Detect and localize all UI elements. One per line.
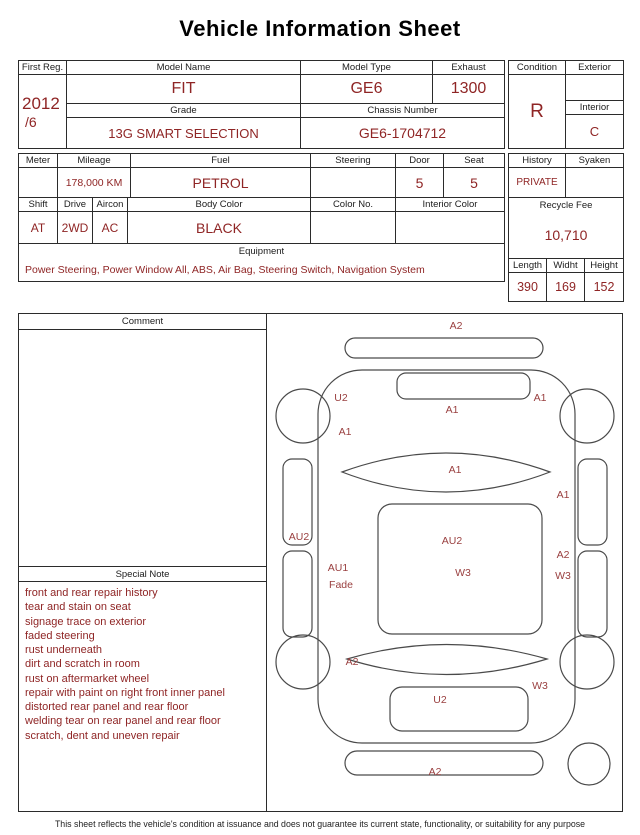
history-label: History [509, 154, 566, 168]
special-note-item: repair with paint on right front inner panel [25, 686, 225, 699]
special-note-item: tear and stain on seat [25, 601, 131, 614]
model-type-label: Model Type [301, 61, 433, 75]
panel-grade-label: A2 [345, 656, 359, 668]
right-rear-door-shape [578, 459, 607, 545]
special-note-item: rust on aftermarket wheel [25, 672, 150, 685]
left-front-door-shape [283, 551, 312, 637]
panel-grade-label: U2 [334, 392, 348, 404]
fuel-label: Fuel [131, 154, 311, 168]
special-note-label: Special Note [19, 566, 266, 582]
color-no-value [311, 212, 396, 244]
seat-label: Seat [444, 154, 504, 168]
length-label: Length [509, 259, 547, 273]
right-front-door-shape [578, 551, 607, 637]
syaken-value [566, 168, 623, 198]
shift-label: Shift [19, 198, 58, 212]
interior-value: C [589, 124, 600, 139]
body-color-label: Body Color [128, 198, 311, 212]
first-reg-value [19, 75, 67, 148]
exhaust-label: Exhaust [433, 61, 504, 75]
condition-value: R [509, 75, 566, 148]
special-note-item: signage trace on exterior [25, 615, 147, 628]
steering-value [311, 168, 396, 198]
model-name-value: FIT [67, 75, 301, 104]
mileage-value: 178,000 KM [58, 168, 131, 198]
mileage-label: Mileage [58, 154, 131, 168]
bonnet-shape [390, 687, 528, 731]
aircon-value: AC [93, 212, 128, 244]
special-note-item: front and rear repair history [25, 587, 158, 599]
drive-value: 2WD [58, 212, 93, 244]
exterior-label: Exterior [566, 61, 623, 75]
special-note-item: welding tear on rear panel and rear floor [25, 715, 221, 728]
panel-grade-label: Fade [329, 579, 353, 591]
panel-grade-label: AU1 [327, 562, 349, 574]
chassis-number-value: GE6-1704712 [358, 125, 447, 141]
panel-grade-label: AU2 [441, 535, 463, 547]
front-left-wheel-shape [276, 635, 330, 689]
special-note-item: rust underneath [25, 644, 103, 656]
rear-hatch-shape [397, 373, 530, 399]
length-value: 390 [509, 273, 547, 301]
panel-grade-label: U2 [433, 694, 447, 706]
front-right-wheel-shape [560, 635, 614, 689]
spare-wheel-shape [568, 743, 610, 785]
condition-table [508, 60, 624, 149]
panel-grade-label: A2 [556, 549, 570, 561]
comment-body [19, 330, 266, 566]
fuel-value: PETROL [131, 168, 311, 198]
chassis-number-label: Chassis Number [301, 104, 504, 118]
special-note-item: distorted rear panel and rear floor [25, 701, 189, 713]
condition-detail-box [18, 313, 623, 812]
model-name-label: Model Name [67, 61, 301, 75]
panel-grade-label: W3 [555, 570, 571, 582]
width-label: Widht [547, 259, 585, 273]
panel-grade-label: A1 [556, 489, 570, 501]
panel-grade-label: A1 [533, 392, 547, 404]
meter-label: Meter [19, 154, 58, 168]
door-label: Door [396, 154, 444, 168]
first-reg-label: First Reg. [19, 61, 67, 75]
color-no-label: Color No. [311, 198, 396, 212]
aircon-label: Aircon [93, 198, 128, 212]
special-note-item: scratch, dent and uneven repair [25, 729, 180, 742]
comment-label: Comment [19, 314, 266, 330]
door-value: 5 [396, 168, 444, 198]
interior-color-value [396, 212, 504, 244]
body-color-value: BLACK [128, 212, 311, 244]
equipment-value: Power Steering, Power Window All, ABS, Air Bag, Steering Switch, Navigation System [25, 263, 425, 276]
car-outline-drawing [268, 314, 622, 811]
registration-table [18, 60, 505, 149]
panel-grade-label: AU2 [288, 531, 310, 543]
special-note-list [19, 582, 266, 749]
interior-color-label: Interior Color [396, 198, 504, 212]
interior-label: Interior [566, 101, 623, 115]
panel-grade-label: A1 [338, 426, 352, 438]
height-label: Height [585, 259, 623, 273]
grade-value: 13G SMART SELECTION [67, 118, 301, 148]
model-type-value: GE6 [301, 75, 433, 104]
special-note-item: dirt and scratch in room [25, 658, 140, 671]
first-reg-year: 2012 [22, 93, 60, 113]
panel-grade-label: A1 [445, 404, 459, 416]
panel-grade-label: W3 [532, 680, 548, 692]
disclaimer-text: This sheet reflects the vehicle's condition at issuance and does not guarantee its current state, functionality, or suitability for any purpose [54, 819, 586, 829]
page-title: Vehicle Information Sheet [179, 16, 461, 41]
seat-value: 5 [444, 168, 504, 198]
width-value: 169 [547, 273, 585, 301]
panel-grade-label: A2 [428, 766, 442, 778]
history-value: PRIVATE [509, 168, 566, 198]
condition-label: Condition [509, 61, 566, 75]
rear-left-wheel-shape [276, 389, 330, 443]
rear-bumper-shape [345, 338, 543, 358]
exterior-value [566, 75, 623, 101]
syaken-label: Syaken [566, 154, 623, 168]
rear-window-shape [342, 453, 550, 492]
recycle-fee-value: 10,710 [509, 212, 623, 259]
comment-pane [19, 314, 267, 811]
front-bumper-shape [345, 751, 543, 775]
rear-right-wheel-shape [560, 389, 614, 443]
meter-value [19, 168, 58, 198]
height-value: 152 [593, 280, 615, 294]
grade-label: Grade [67, 104, 301, 118]
equipment-label: Equipment [238, 245, 285, 257]
panel-grade-label: A1 [448, 464, 462, 476]
exhaust-value: 1300 [433, 75, 504, 104]
drive-label: Drive [58, 198, 93, 212]
panel-grade-label: A2 [449, 320, 463, 332]
windshield-shape [347, 645, 547, 675]
spec-table [18, 153, 505, 282]
history-table [508, 153, 624, 302]
special-note-item: faded steering [25, 629, 95, 642]
panel-grade-label: W3 [455, 567, 471, 579]
shift-value: AT [19, 212, 58, 244]
first-reg-month: /6 [25, 113, 37, 130]
recycle-fee-label: Recycle Fee [539, 199, 593, 211]
car-condition-diagram [268, 314, 622, 811]
steering-label: Steering [311, 154, 396, 168]
